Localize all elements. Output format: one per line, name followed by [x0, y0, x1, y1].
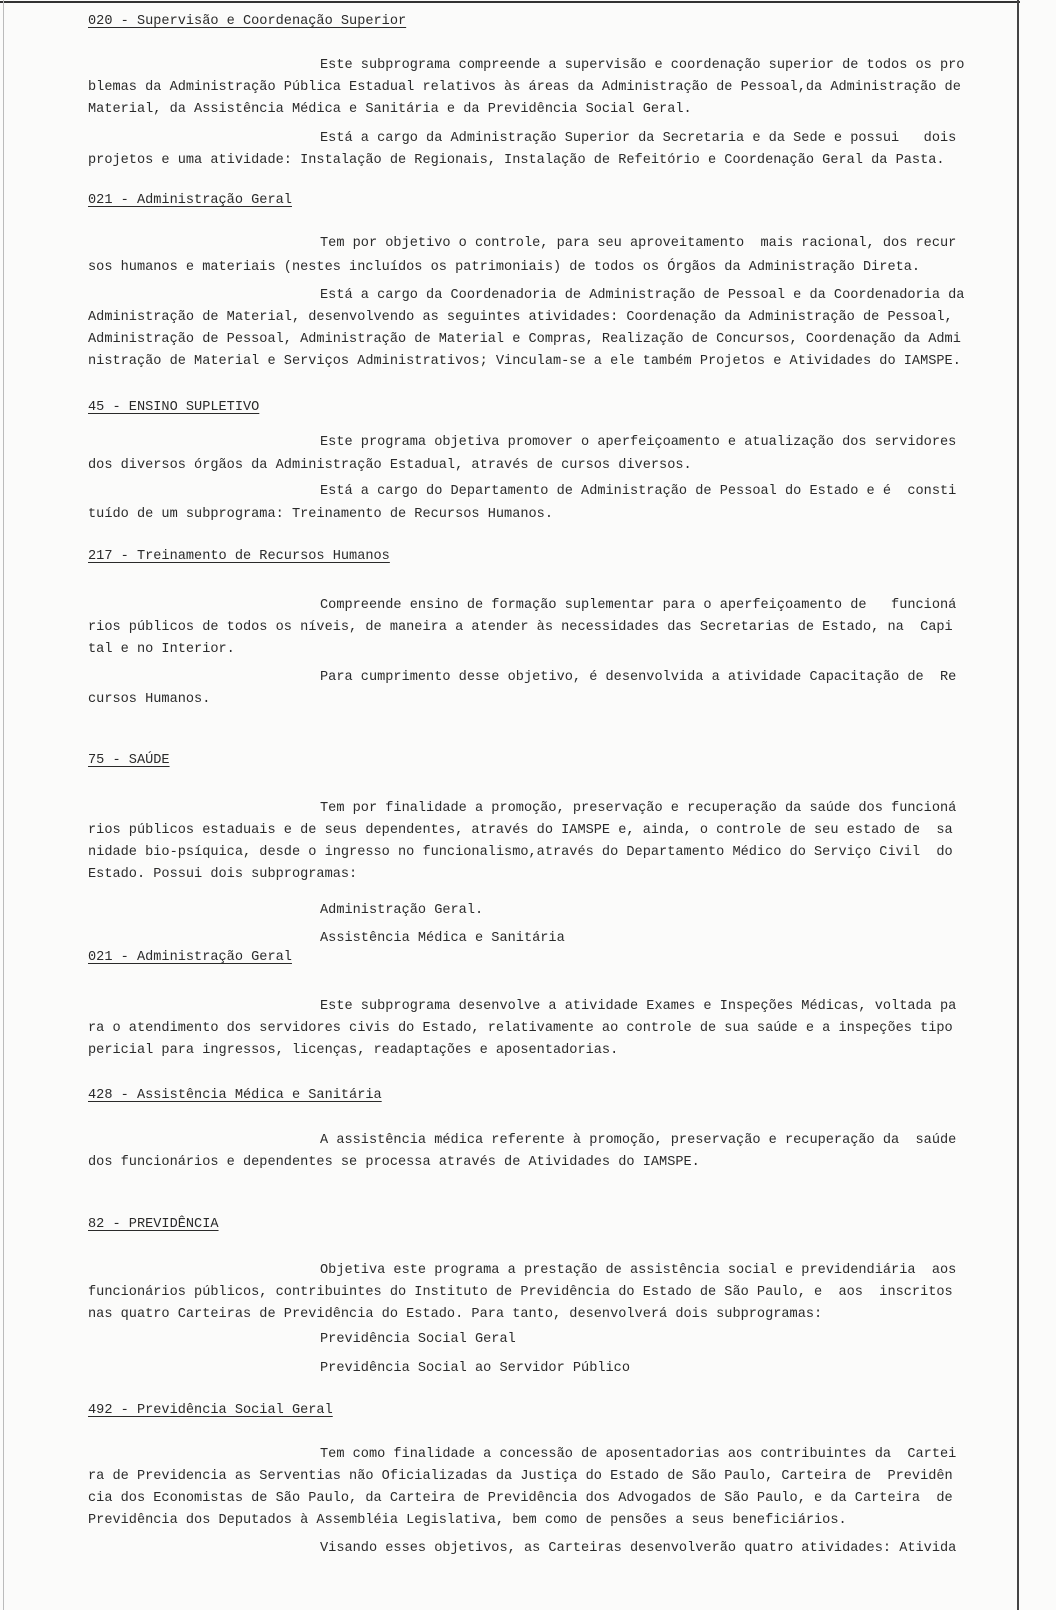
paragraph-line: rios públicos estaduais e de seus dependentes, através do IAMSPE e, ainda, o controle de seu estado de sa — [88, 823, 953, 838]
paragraph-line: Estado. Possui dois subprogramas: — [88, 867, 358, 882]
paragraph-line: Este subprograma desenvolve a atividade Exames e Inspeções Médicas, voltada pa — [320, 999, 957, 1014]
paragraph-line: Tem como finalidade a concessão de aposentadorias aos contribuintes da Cartei — [320, 1447, 957, 1462]
section-heading: 75 - SAÚDE — [88, 753, 170, 768]
paragraph-line: ra o atendimento dos servidores civis do Estado, relativamente ao controle de sua saúde e a inspeções tipo — [88, 1021, 953, 1036]
paragraph-line: Material, da Assistência Médica e Sanitária e da Previdência Social Geral. — [88, 102, 692, 117]
paragraph-line: Está a cargo do Departamento de Administração de Pessoal do Estado e é consti — [320, 484, 957, 499]
section-heading: 428 - Assistência Médica e Sanitária — [88, 1088, 382, 1103]
list-item: Assistência Médica e Sanitária — [320, 931, 565, 946]
section-heading: 45 - ENSINO SUPLETIVO — [88, 400, 260, 415]
paragraph-line: Previdência dos Deputados à Assembléia Legislativa, bem como de pensões a seus beneficiários. — [88, 1513, 847, 1528]
paragraph-line: Para cumprimento desse objetivo, é desenvolvida a atividade Capacitação de Re — [320, 670, 957, 685]
paragraph-line: nidade bio-psíquica, desde o ingresso no funcionalismo,através do Departamento Médico do Serviço Civil do — [88, 845, 953, 860]
top-border-line — [0, 1, 1020, 3]
section-heading: 492 - Previdência Social Geral — [88, 1403, 333, 1418]
paragraph-line: tuído de um subprograma: Treinamento de Recursos Humanos. — [88, 507, 553, 522]
section-heading: 020 - Supervisão e Coordenação Superior — [88, 14, 407, 29]
paragraph-line: rios públicos de todos os níveis, de maneira a atender às necessidades das Secretarias de Estado, na Capi — [88, 620, 953, 635]
paragraph-line: Este programa objetiva promover o aperfeiçoamento e atualização dos servidores — [320, 435, 957, 450]
paragraph-line: nas quatro Carteiras de Previdência do Estado. Para tanto, desenvolverá dois subprogramas: — [88, 1307, 823, 1322]
paragraph-line: blemas da Administração Pública Estadual relativos às áreas da Administração de Pessoal,da Administração de — [88, 80, 961, 95]
list-item: Administração Geral. — [320, 903, 484, 918]
paragraph-line: Este subprograma compreende a supervisão e coordenação superior de todos os pro — [320, 58, 965, 73]
section-heading: 021 - Administração Geral — [88, 950, 292, 965]
section-heading: 021 - Administração Geral — [88, 193, 292, 208]
paragraph-line: Está a cargo da Administração Superior da Secretaria e da Sede e possui dois — [320, 131, 957, 146]
paragraph-line: funcionários públicos, contribuintes do Instituto de Previdência do Estado de São Paulo, e aos inscritos — [88, 1285, 953, 1300]
paragraph-line: nistração de Material e Serviços Administrativos; Vinculam-se a ele também Projetos e Atividades do IAMSPE. — [88, 354, 961, 369]
paragraph-line: Administração de Material, desenvolvendo as seguintes atividades: Coordenação da Administração de Pessoal, — [88, 310, 953, 325]
right-border-line — [1017, 0, 1019, 1610]
paragraph-line: pericial para ingressos, licenças, readaptações e aposentadorias. — [88, 1043, 619, 1058]
paragraph-line: projetos e uma atividade: Instalação de Regionais, Instalação de Refeitório e Coordenação Geral da Pasta. — [88, 153, 945, 168]
paragraph-line: dos diversos órgãos da Administração Estadual, através de cursos diversos. — [88, 458, 692, 473]
paragraph-line: Compreende ensino de formação suplementar para o aperfeiçoamento de funcioná — [320, 598, 957, 613]
section-heading: 217 - Treinamento de Recursos Humanos — [88, 549, 390, 564]
paragraph-line: Visando esses objetivos, as Carteiras desenvolverão quatro atividades: Ativida — [320, 1541, 957, 1556]
list-item: Previdência Social ao Servidor Público — [320, 1361, 630, 1376]
paragraph-line: cursos Humanos. — [88, 692, 211, 707]
paragraph-line: cia dos Economistas de São Paulo, da Carteira de Previdência dos Advogados de São Paulo, e da Carteira de — [88, 1491, 953, 1506]
paragraph-line: Está a cargo da Coordenadoria de Administração de Pessoal e da Coordenadoria da — [320, 288, 965, 303]
paragraph-line: A assistência médica referente à promoção, preservação e recuperação da saúde — [320, 1133, 957, 1148]
paragraph-line: dos funcionários e dependentes se processa através de Atividades do IAMSPE. — [88, 1155, 700, 1170]
paragraph-line: tal e no Interior. — [88, 642, 235, 657]
section-heading: 82 - PREVIDÊNCIA — [88, 1217, 219, 1232]
paragraph-line: Tem por finalidade a promoção, preservação e recuperação da saúde dos funcioná — [320, 801, 957, 816]
paragraph-line: Objetiva este programa a prestação de assistência social e previdendiária aos — [320, 1263, 957, 1278]
paragraph-line: sos humanos e materiais (nestes incluídos os patrimoniais) de todos os Órgãos da Administração Direta. — [88, 260, 921, 275]
left-edge-line — [3, 0, 4, 1610]
list-item: Previdência Social Geral — [320, 1332, 516, 1347]
paragraph-line: ra de Previdencia as Serventias não Oficializadas da Justiça do Estado de São Paulo, Carteira de Previdên — [88, 1469, 953, 1484]
paragraph-line: Tem por objetivo o controle, para seu aproveitamento mais racional, dos recur — [320, 236, 957, 251]
paragraph-line: Administração de Pessoal, Administração de Material e Compras, Realização de Concursos, Coordenação da Admi — [88, 332, 961, 347]
